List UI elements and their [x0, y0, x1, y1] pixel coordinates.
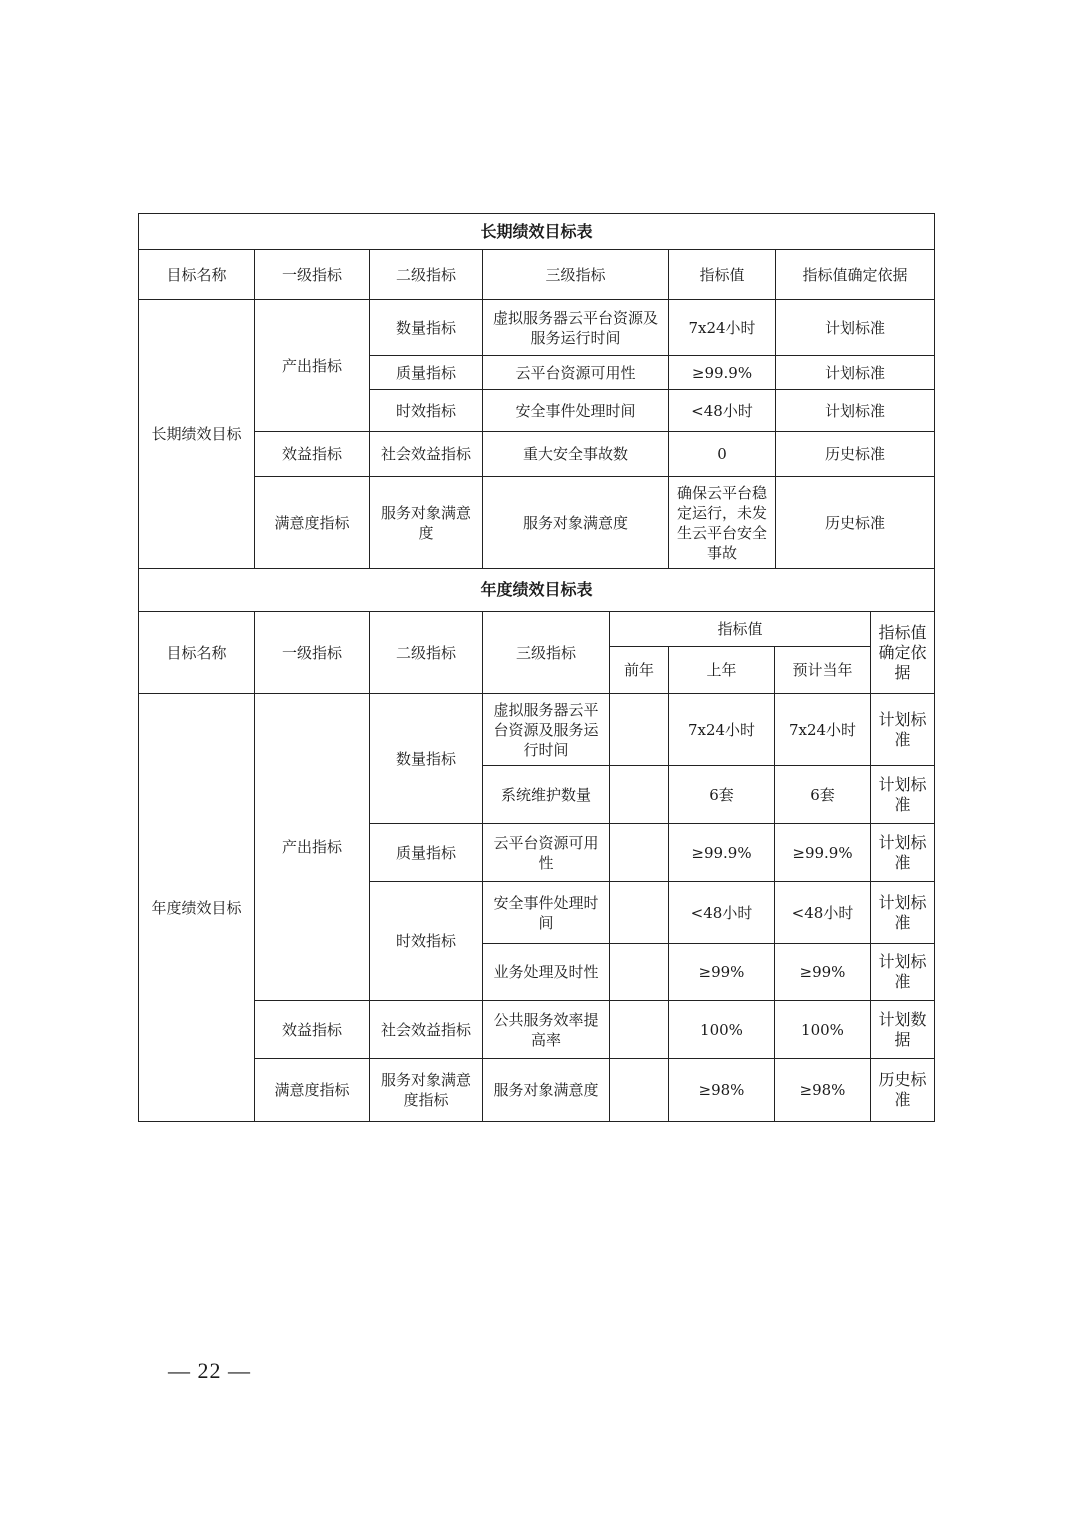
this-year-cell: 6套 [775, 766, 871, 824]
level2-cell: 时效指标 [370, 390, 483, 432]
basis-cell: 历史标准 [776, 477, 935, 569]
basis-cell: 历史标准 [776, 432, 935, 477]
table-row [139, 300, 935, 356]
level1-cell: 满意度指标 [255, 1059, 370, 1122]
value-cell: ≥99.9% [669, 356, 776, 390]
annual-table-title: 年度绩效目标表 [139, 569, 935, 612]
goal-name-cell: 年度绩效目标 [139, 694, 255, 1122]
level2-cell: 数量指标 [370, 300, 483, 356]
level2-cell: 质量指标 [370, 824, 483, 882]
level3-cell: 虚拟服务器云平台资源及服务运行时间 [483, 300, 669, 356]
level3-cell: 虚拟服务器云平台资源及服务运行时间 [483, 694, 610, 766]
table-row [139, 432, 935, 477]
level1-cell: 产出指标 [255, 300, 370, 432]
basis-cell: 计划数据 [871, 1001, 935, 1059]
level3-cell: 服务对象满意度 [483, 477, 669, 569]
value-cell: <48小时 [669, 390, 776, 432]
level3-cell: 业务处理及时性 [483, 944, 610, 1001]
header-last-year: 上年 [669, 647, 775, 694]
table-row [139, 694, 935, 766]
this-year-cell: 7x24小时 [775, 694, 871, 766]
level2-cell: 数量指标 [370, 694, 483, 824]
prev-year-cell [610, 694, 669, 766]
header-level3: 三级指标 [483, 612, 610, 694]
header-prev-year: 前年 [610, 647, 669, 694]
this-year-cell: ≥99.9% [775, 824, 871, 882]
prev-year-cell [610, 824, 669, 882]
prev-year-cell [610, 766, 669, 824]
last-year-cell: 7x24小时 [669, 694, 775, 766]
last-year-cell: <48小时 [669, 882, 775, 944]
this-year-cell: 100% [775, 1001, 871, 1059]
header-level2: 二级指标 [370, 612, 483, 694]
table-row [139, 1001, 935, 1059]
basis-cell: 计划标准 [776, 356, 935, 390]
header-level3: 三级指标 [483, 250, 669, 300]
level2-cell: 服务对象满意度指标 [370, 1059, 483, 1122]
prev-year-cell [610, 1059, 669, 1122]
long-term-target-table [138, 213, 935, 569]
level3-cell: 安全事件处理时间 [483, 882, 610, 944]
page-number: — 22 — [168, 1358, 251, 1383]
header-level1: 一级指标 [255, 250, 370, 300]
level3-cell: 云平台资源可用性 [483, 356, 669, 390]
table-row [139, 477, 935, 569]
header-value: 指标值 [610, 612, 871, 647]
goal-name-cell: 长期绩效目标 [139, 300, 255, 569]
header-basis: 指标值确定依据 [776, 250, 935, 300]
prev-year-cell [610, 882, 669, 944]
header-basis: 指标值确定依据 [871, 612, 935, 694]
level1-cell: 效益指标 [255, 1001, 370, 1059]
level3-cell: 重大安全事故数 [483, 432, 669, 477]
level3-cell: 云平台资源可用性 [483, 824, 610, 882]
this-year-cell: ≥98% [775, 1059, 871, 1122]
level2-cell: 社会效益指标 [370, 432, 483, 477]
value-cell: 确保云平台稳定运行，未发生云平台安全事故 [669, 477, 776, 569]
prev-year-cell [610, 944, 669, 1001]
level2-cell: 服务对象满意度 [370, 477, 483, 569]
table-row [139, 1059, 935, 1122]
header-level1: 一级指标 [255, 612, 370, 694]
basis-cell: 计划标准 [871, 944, 935, 1001]
level1-cell: 满意度指标 [255, 477, 370, 569]
value-cell: 0 [669, 432, 776, 477]
level2-cell: 时效指标 [370, 882, 483, 1001]
prev-year-cell [610, 1001, 669, 1059]
level1-cell: 效益指标 [255, 432, 370, 477]
value-cell: 7x24小时 [669, 300, 776, 356]
level2-cell: 社会效益指标 [370, 1001, 483, 1059]
last-year-cell: ≥99% [669, 944, 775, 1001]
annual-target-table [138, 568, 935, 1122]
level3-cell: 服务对象满意度 [483, 1059, 610, 1122]
basis-cell: 计划标准 [871, 882, 935, 944]
header-goal-name: 目标名称 [139, 612, 255, 694]
level2-cell: 质量指标 [370, 356, 483, 390]
level3-cell: 系统维护数量 [483, 766, 610, 824]
header-goal-name: 目标名称 [139, 250, 255, 300]
this-year-cell: ≥99% [775, 944, 871, 1001]
level3-cell: 安全事件处理时间 [483, 390, 669, 432]
basis-cell: 计划标准 [871, 766, 935, 824]
this-year-cell: <48小时 [775, 882, 871, 944]
level1-cell: 产出指标 [255, 694, 370, 1001]
header-value: 指标值 [669, 250, 776, 300]
basis-cell: 历史标准 [871, 1059, 935, 1122]
basis-cell: 计划标准 [776, 300, 935, 356]
last-year-cell: 6套 [669, 766, 775, 824]
header-level2: 二级指标 [370, 250, 483, 300]
header-this-year: 预计当年 [775, 647, 871, 694]
basis-cell: 计划标准 [776, 390, 935, 432]
last-year-cell: ≥99.9% [669, 824, 775, 882]
basis-cell: 计划标准 [871, 824, 935, 882]
last-year-cell: 100% [669, 1001, 775, 1059]
level3-cell: 公共服务效率提高率 [483, 1001, 610, 1059]
last-year-cell: ≥98% [669, 1059, 775, 1122]
basis-cell: 计划标准 [871, 694, 935, 766]
long-term-table-title: 长期绩效目标表 [139, 214, 935, 250]
